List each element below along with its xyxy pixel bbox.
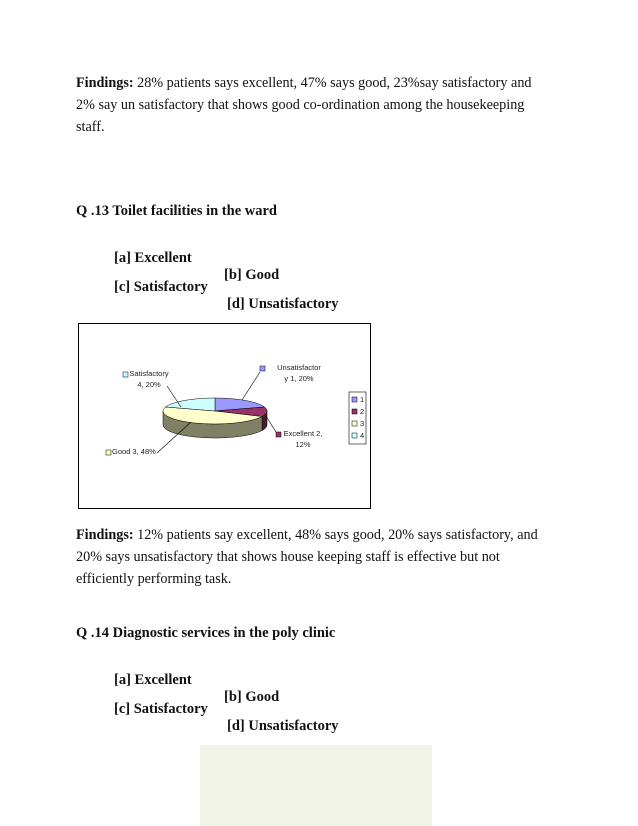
findings-text: 12% patients say excellent, 48% says good, 20% says satisfactory, and [137, 527, 538, 543]
data-label: 12% [295, 440, 311, 449]
question-14-title: Q .14 Diagnostic services in the poly clinic [76, 625, 336, 641]
data-label: Good 3, 48% [112, 447, 156, 456]
findings-label: Findings: [76, 527, 134, 543]
label-leader-line [242, 372, 260, 400]
option-unsatisfactory: [d] Unsatisfactory [227, 296, 339, 312]
option-excellent: [a] Excellent [114, 672, 192, 688]
legend-swatch [352, 409, 357, 414]
findings-text: 28% patients says excellent, 47% says good, 23%say satisfactory and [137, 75, 532, 91]
pie-chart [78, 323, 371, 509]
legend-label: 4 [360, 431, 365, 440]
data-label: Excellent 2, [283, 429, 323, 438]
legend-label: 2 [360, 407, 365, 416]
findings-label: Findings: [76, 75, 134, 91]
option-excellent: [a] Excellent [114, 250, 192, 266]
option-good: [b] Good [224, 267, 280, 283]
findings-paragraph-1 [76, 72, 566, 138]
findings-paragraph-2 [76, 524, 566, 590]
option-unsatisfactory: [d] Unsatisfactory [227, 718, 339, 734]
label-color-key [276, 432, 281, 437]
legend-swatch [352, 433, 357, 438]
data-label: y 1, 20% [284, 374, 314, 383]
faded-image [200, 745, 432, 826]
legend-label: 1 [360, 395, 365, 404]
question-13-title: Q .13 Toilet facilities in the ward [76, 203, 277, 219]
legend-label: 3 [360, 419, 365, 428]
data-label: Unsatisfactor [277, 363, 321, 372]
findings-text: 20% says unsatisfactory that shows house keeping staff is effective but not [76, 549, 500, 565]
label-color-key [260, 366, 265, 371]
findings-text: 2% say un satisfactory that shows good co-ordination among the housekeeping [76, 97, 525, 113]
label-color-key [123, 372, 128, 377]
option-satisfactory: [c] Satisfactory [114, 279, 208, 295]
data-label: 4, 20% [137, 380, 161, 389]
findings-text: efficiently performing task. [76, 571, 232, 587]
legend-swatch [352, 397, 357, 402]
data-label: Satisfactory [129, 369, 169, 378]
label-leader-line [266, 416, 276, 432]
label-color-key [106, 450, 111, 455]
option-satisfactory: [c] Satisfactory [114, 701, 208, 717]
pie-chart-svg [79, 324, 372, 510]
legend-swatch [352, 421, 357, 426]
findings-text: staff. [76, 119, 105, 135]
option-good: [b] Good [224, 689, 280, 705]
